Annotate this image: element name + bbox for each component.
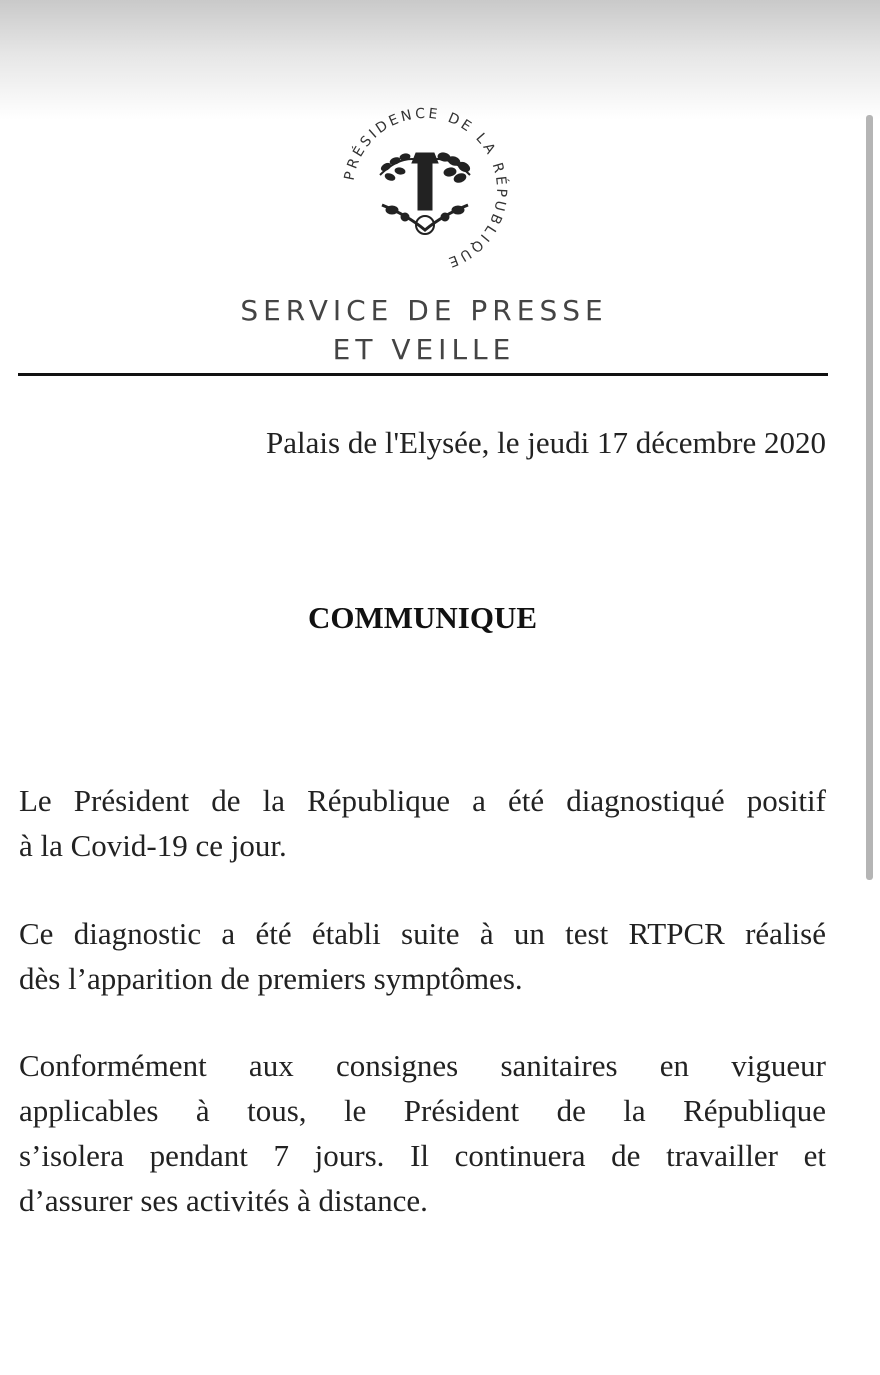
service-title-line2: ET VEILLE (332, 333, 516, 366)
seal-text: PRÉSIDENCE DE LA RÉPUBLIQUE (341, 105, 510, 271)
paragraph-line: à la Covid-19 ce jour. (19, 828, 287, 863)
paragraph-1 (19, 778, 826, 868)
paragraph-line: Le Président de la République a été diagnostiqué positif (19, 783, 826, 818)
scrollbar[interactable] (866, 115, 873, 880)
paragraph-line: d’assurer ses activités à distance. (19, 1183, 428, 1218)
paragraph-3 (19, 1043, 826, 1223)
paragraph-line: s’isolera pendant 7 jours. Il continuera de travailler et (19, 1138, 826, 1173)
republic-emblem-icon (320, 85, 530, 295)
service-title-line1: SERVICE DE PRESSE (240, 294, 608, 327)
dateline: Palais de l'Elysée, le jeudi 17 décembre 2020 (266, 425, 826, 460)
paragraph-line: Ce diagnostic a été établi suite à un test RTPCR réalisé (19, 916, 826, 951)
paragraph-2 (19, 911, 826, 1001)
paragraph-line: dès l’apparition de premiers symptômes. (19, 961, 523, 996)
paragraph-line: applicables à tous, le Président de la République (19, 1093, 826, 1128)
header-divider (18, 373, 828, 376)
paragraph-line: Conformément aux consignes sanitaires en vigueur (19, 1048, 826, 1083)
document-heading: COMMUNIQUE (307, 600, 538, 635)
